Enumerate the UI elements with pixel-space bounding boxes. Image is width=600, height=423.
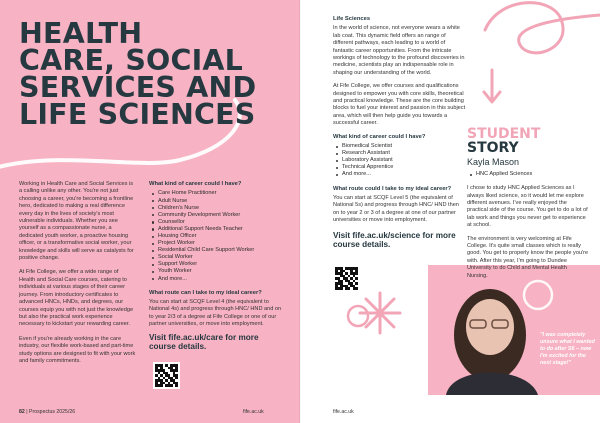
student-story-title: STUDENT STORY <box>467 126 541 156</box>
list-item: And more... <box>149 276 287 283</box>
list-item: HNC Applied Sciences <box>467 171 589 178</box>
list-item: Research Assistant <box>333 150 466 157</box>
list-item: Care Home Practitioner <box>149 190 287 197</box>
footer-doc: Prospectus 2025/26 <box>522 409 569 415</box>
list-item: Biomedical Scientist <box>333 143 466 150</box>
care-course-link[interactable]: Visit fife.ac.uk/care for more course details. <box>149 332 259 352</box>
footer-left: 82 | Prospectus 2025/26 <box>19 409 76 415</box>
route-heading: What route could I take to my ideal career? <box>333 185 452 192</box>
route-text: You can start at SCQF Level 4 (the equivalent to National 4s) and progress through HNC/ HND and on to year 2/3 of a degree at Fife College or one of our partner universities, or move into employment. <box>149 299 282 328</box>
route-text: You can start at SCQF Level 5 (the equivalent of National 5s) and progress through HNC/ HND then on to year 2 or 3 of a degree at one of our partner universities or move into employment. <box>333 194 459 224</box>
list-item: Children's Nurse <box>149 205 287 212</box>
science-course-link[interactable]: Visit fife.ac.uk/science for more course details. <box>333 230 456 250</box>
footer-right: Prospectus 2025/26 | 83 <box>522 409 579 415</box>
list-item: Support Worker <box>149 261 287 268</box>
list-item: Laboratory Assistant <box>333 157 466 164</box>
life-sciences-column <box>333 16 466 250</box>
page-number: 83 <box>572 409 579 415</box>
list-item: Technical Apprentice <box>333 164 466 171</box>
list-item: Housing Officer <box>149 233 287 240</box>
list-item: Community Development Worker <box>149 212 287 219</box>
student-name: Kayla Mason <box>467 157 520 167</box>
careers-heading: What kind of career could I have? <box>333 133 426 140</box>
list-item: Residential Child Care Support Worker <box>149 247 287 254</box>
list-item: Counsellor <box>149 219 287 226</box>
list-item: Project Worker <box>149 240 287 247</box>
paragraph: At Fife College, we offer courses and qualifications designed to empower you with core skills, theoretical and practical knowledge. These are the core building blocks to fuel your interest and passion in this subject area, which will then help guide you towards a successful career. <box>333 83 466 127</box>
list-item: Additional Support Needs Teacher <box>149 226 287 233</box>
page-number: 82 <box>19 409 25 415</box>
page-spine <box>299 0 301 423</box>
qr-code[interactable] <box>153 362 180 389</box>
paragraph: In the world of science, not everyone wears a white lab coat. This dynamic field offers an range of different pathways, each leading to a world of fantastic career opportunities. From the intricate workings of technology to the profound discoveries in medicine, scientists play an indispensable role in shaping our understanding of the world. <box>333 25 465 76</box>
intro-paragraph: Even if you're already working in the care industry, our flexible work-based and part-time study options are designed to fit with your work and family commitments. <box>19 335 136 364</box>
careers-heading: What kind of career could I have? <box>149 181 242 187</box>
story-paragraph: I chose to study HNC Applied Sciences as I always liked science, so it would let me explore different avenues. I've really enjoyed the practical side of the course. You get to do a lot of lab work and things you never get to experience at school. <box>467 185 588 229</box>
route-heading: What route can I take to my ideal career? <box>149 289 262 296</box>
careers-list <box>149 190 287 282</box>
student-story-column <box>467 171 589 286</box>
careers-column <box>149 181 287 352</box>
footer-site: fife.ac.uk <box>333 409 354 415</box>
qr-code[interactable] <box>333 265 360 292</box>
student-quote: "I was completely unsure what I wanted to do after S6 – now I'm excited for the next stage!" <box>540 332 595 366</box>
page-headline: HEALTH CARE, SOCIAL SERVICES AND LIFE SCIENCES <box>19 17 257 131</box>
intro-column <box>19 181 136 372</box>
section-heading: Life Sciences <box>333 16 371 22</box>
careers-list <box>333 143 466 178</box>
list-item: Social Worker <box>149 254 287 261</box>
intro-paragraph: Working in Health Care and Social Services is a calling unlike any other. You're not just choosing a career, you're becoming a frontline hero, dedicated to making a real difference every day in the lives of society's most vulnerable individuals. Whether you see yourself as a compassionate nurse, a dedicated youth worker, a proactive housing officer, or a transformative social worker, your knowledge and skills will serve as catalysts for positive change. <box>19 181 134 262</box>
list-item: And more... <box>333 171 466 178</box>
course-list <box>467 171 589 178</box>
intro-paragraph: At Fife College, we offer a wide range of Health and Social Care courses, catering to individuals at various stages of their career journey. From introductory certificates to advanced HNCs, HNDs, and degrees, our courses equip you with not just the knowledge but also the practical work experience necessary to kickstart your rewarding career. <box>19 269 134 328</box>
story-paragraph: The environment is very welcoming at Fife College. It's quite small classes which is really good. You get to properly know the people you're with. After this year, I'm going to Dundee University to do Child and Mental Health Nursing. <box>467 235 589 279</box>
footer-doc: Prospectus 2025/26 <box>29 409 76 415</box>
footer-site: fife.ac.uk <box>243 409 264 415</box>
list-item: Adult Nurse <box>149 198 287 205</box>
list-item: Youth Worker <box>149 268 287 275</box>
